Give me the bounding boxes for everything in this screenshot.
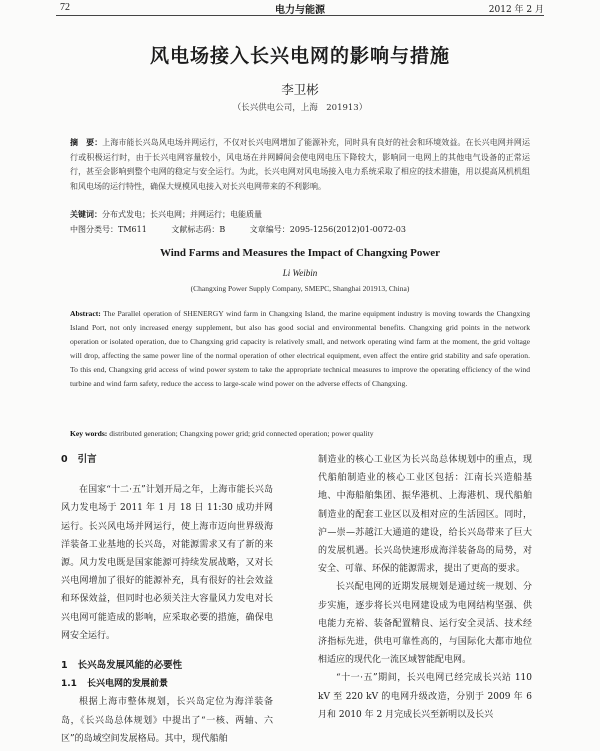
subsection-heading-1-1: 1.1 长兴电网的发展前景 [61,679,168,690]
classification-line [70,224,530,235]
right-column [318,451,532,724]
chinese-abstract [70,136,530,194]
english-keywords-label: Key words: [70,429,108,438]
english-keywords [70,429,530,438]
section-heading-1: 1 长兴岛发展风能的必要性 [61,660,183,672]
intro-paragraph: 在国家“十二·五”计划开局之年，上海市能长兴岛风力发电场于 2011 年 1 月 18 日 11:30 成功并网运行。长兴风电场并网运行，使上海市迈向世界级海洋装备工业基地的长兴岛，对能源需求又有了新的来源。风力发电既是国家能源可持续发展战略，又对长兴电网增加了很好的能源补充，具有很好的社会效益和环保效益，但同时也必须关注大容量风力发电对长兴电网可能造成的影响，应采取必要的措施，确保电网安全运行。 [61,485,273,641]
chinese-keywords [70,209,530,220]
page-number: 72 [60,2,70,13]
issue-date: 2012 年 2 月 [488,5,544,15]
clc-number: 中图分类号：TM611 [70,225,147,234]
english-abstract-text: The Parallel operation of SHENERGY wind farm in Changxing Island, the marine equipment industry is moving towards the Changxing Island Port, not only increased energy supplement, but also has good social and environmental benefits. Changxing grid points in the network operation or isolated operation, due to Changxing grid capacity is relatively small, and network operating wind farm at the moment, the grid voltage will drop, affecting the same power line of the normal operation of other electrical equipment, even affect the entire grid stability and safe operation. To this end, Changxing grid access of wind power system to take the appropriate technical measures to improve the operating efficiency of the wind turbine and wind farm safety, reduce the access to large-scale wind power on the adverse effects of Changxing. [70,309,530,388]
english-keywords-text: distributed generation; Changxing power grid; grid connected operation; power quality [109,429,374,438]
running-header [0,0,600,16]
journal-name: 电力与能源 [275,5,325,16]
keywords-text: 分布式发电；长兴电网；并网运行；电能质量 [102,210,262,219]
header-rule [56,15,544,16]
paper-title: 风电场接入长兴电网的影响与措施 [149,45,450,67]
english-affiliation: (Changxing Power Supply Company, SMEPC, Shanghai 201913, China) [190,284,410,293]
left-column [61,451,273,748]
english-author: Li Weibin [282,268,318,278]
article-id: 文章编号：2095-1256(2012)01-0072-03 [249,225,406,234]
right-paragraph-progress: “十一·五”期间，长兴电网已经完成长兴站 110 kV 至 220 kV 的电网升级改造，分别于 2009 年 6 月和 2010 年 2 月完成长兴至新明以及长兴 [318,673,532,720]
author: 李卫彬 [281,82,319,97]
section-1-1-paragraph: 根据上海市整体规划，长兴岛定位为海洋装备岛，《长兴岛总体规划》中提出了“一核、两轴、六区”的岛域空间发展格局。其中，现代船舶 [61,697,273,744]
keywords-label: 关键词： [70,210,102,219]
english-title: Wind Farms and Measures the Impact of Changxing Power [159,247,441,259]
right-paragraph-continued: 制造业的核心工业区为长兴岛总体规划中的重点，现代船舶制造业的核心工业区包括：江南长兴造船基地、中海船舶集团、振华港机、上海港机、现代船舶制造业的配套工业区以及相对应的生活园区。同时，沪—崇—苏越江大通道的建设，给长兴岛带来了巨大的发展机遇。长兴岛快速形成海洋装备岛的局势，对安全、可靠、环保的能源需求，提出了更高的要求。 [318,455,532,575]
section-heading-introduction: 0 引言 [61,454,97,465]
document-code: 文献标志码：B [171,225,226,234]
abstract-text: 上海市能长兴岛风电场并网运行，不仅对长兴电网增加了能源补充，同时具有良好的社会和环境效益。在长兴电网并网运行或积极运行时，由于长兴电网容量较小，风电场在并网瞬间会使电网电压下降较大，影响同一电网上的其他电气设备的正常运行，甚至会影响到整个电网的稳定与安全运行。为此，长兴电网对风电场接入电力系统采取了相应的技术措施，用以提高风机机组和风电场的运行特性，确保大规模风电接入对长兴电网带来的不利影响。 [70,138,531,191]
english-abstract [70,307,530,390]
abstract-label: 摘 要： [70,138,103,147]
english-abstract-label: Abstract: [70,309,101,318]
right-paragraph-plan: 长兴配电网的近期发展规划是通过统一规划、分步实施，逐步将长兴电网建设成为电网结构坚强、供电能力充裕、装备配置精良、运行安全灵活、技术经济指标先进，供电可靠性高的，与国际化大都市地位相适应的现代化一流区域智能配电网。 [318,582,532,666]
affiliation: （长兴供电公司，上海 201913） [232,103,368,113]
